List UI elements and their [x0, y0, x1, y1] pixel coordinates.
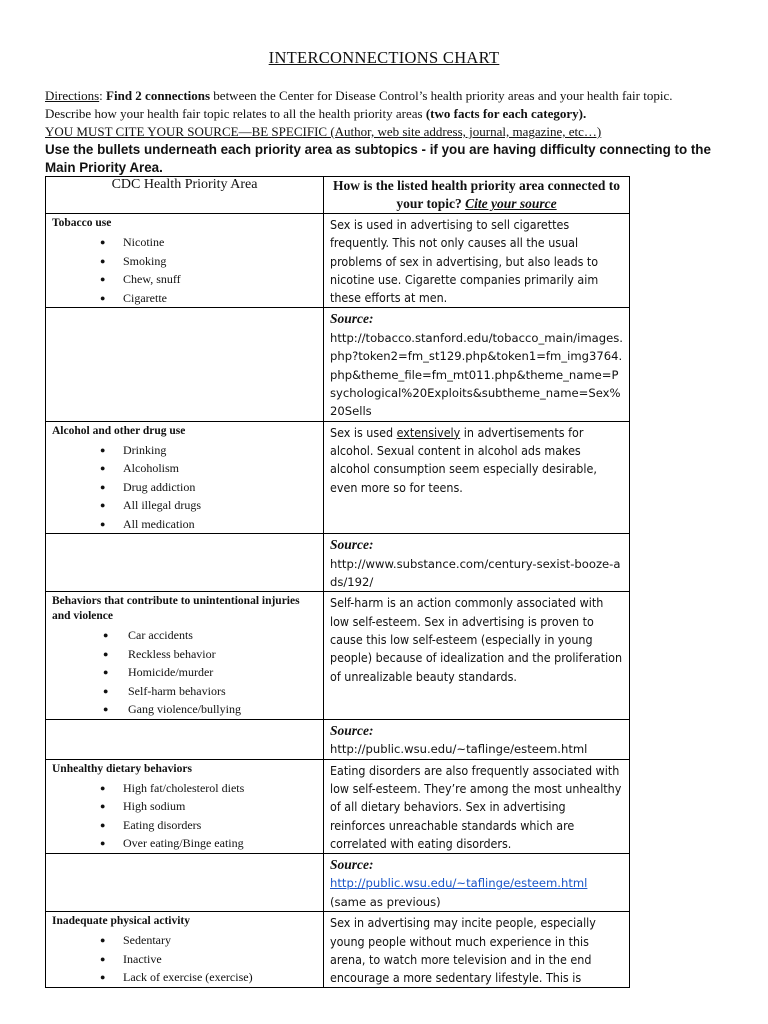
source-row	[46, 854, 630, 912]
table-row	[46, 912, 630, 988]
source-note: (same as previous)	[330, 894, 441, 909]
directions-line-3: YOU MUST CITE YOUR SOURCE—BE SPECIFIC (Author, web site address, journal, magazine, etc…)	[45, 124, 602, 139]
directions-line-2	[45, 106, 586, 122]
connection-cell	[324, 912, 630, 988]
directions-rest: between the Center for Disease Control’s health priority areas and your health fair topic.	[210, 88, 673, 103]
source-cell	[324, 854, 630, 912]
list-item: ● Car accidents	[46, 626, 323, 645]
priority-area-cell	[46, 214, 324, 308]
connection-text: Sex is used in advertising to sell cigarettes frequently. This not only causes all the usual problems of sex in advertising, but also leads to nicotine use. Cigarette companies primarily aim these efforts at men.	[330, 217, 599, 306]
connection-cell	[324, 214, 630, 308]
list-item: ● Chew, snuff	[46, 270, 323, 289]
source-row	[46, 308, 630, 421]
list-item: ● Eating disorders	[46, 816, 323, 835]
directions-sep: :	[99, 88, 107, 103]
list-item: ● All medication	[46, 515, 323, 534]
bullet-icon: ●	[100, 801, 106, 812]
source-cell	[324, 719, 630, 759]
list-item: ● Over eating/Binge eating	[46, 834, 323, 853]
bullet-icon: ●	[100, 237, 106, 247]
source-row	[46, 719, 630, 759]
list-item: ● High fat/cholesterol diets	[46, 779, 323, 798]
connection-cell	[324, 759, 630, 853]
list-item: ● Reckless behavior	[46, 645, 323, 664]
subtopic-list	[46, 931, 323, 987]
instruction-note: Use the bullets underneath each priority area as subtopics - if you are having difficulty connecting to the Main Priority Area.	[45, 142, 711, 175]
source-label: Source:	[330, 311, 374, 327]
bullet-icon: ●	[103, 704, 109, 715]
table-row	[46, 214, 630, 308]
subtopic-list	[46, 626, 323, 719]
bullet-icon: ●	[103, 667, 109, 678]
empty-cell	[46, 308, 324, 421]
table-row	[46, 759, 630, 853]
table-row	[46, 592, 630, 720]
list-item: ● Alcoholism	[46, 459, 323, 478]
table-header-row	[46, 177, 630, 214]
col1-header: CDC Health Priority Area	[46, 177, 324, 214]
source-cell	[324, 308, 630, 421]
directions-line-1	[45, 88, 672, 104]
source-url: http://www.substance.com/century-sexist-booze-ads/192/	[330, 556, 621, 590]
connection-cell	[324, 592, 630, 720]
priority-area-cell	[46, 912, 324, 988]
bullet-icon: ●	[100, 292, 106, 303]
list-item: ● High sodium	[46, 797, 323, 816]
priority-area-title: Alcohol and other drug use	[52, 424, 186, 437]
connection-cell	[324, 421, 630, 534]
directions-line-2-bold: (two facts for each category).	[425, 106, 587, 121]
priority-area-title: Inadequate physical activity	[52, 915, 191, 928]
empty-cell	[46, 719, 324, 759]
connection-text: Self-harm is an action commonly associated with low self-esteem. Sex in advertising is proven to cause this low self-esteem (especially in young people) because of idealization and the proliferation of unrealizable beauty standards.	[330, 595, 623, 684]
col2-header	[324, 177, 630, 214]
list-item: ● Homicide/murder	[46, 663, 323, 682]
source-label: Source:	[330, 857, 374, 873]
priority-area-cell	[46, 759, 324, 853]
col2-header-cite: Cite your source	[465, 196, 557, 211]
list-item: ● Smoking	[46, 252, 323, 271]
source-label: Source:	[330, 722, 374, 738]
priority-area-cell	[46, 592, 324, 720]
list-item: ● Drinking	[46, 441, 323, 460]
directions-bold: Find 2 connections	[106, 88, 211, 103]
bullet-icon: ●	[100, 481, 106, 492]
list-item: ● Inactive	[46, 950, 323, 969]
bullet-icon: ●	[100, 463, 106, 474]
page-title: INTERCONNECTIONS CHART	[268, 48, 500, 67]
list-item: ● Self-harm behaviors	[46, 682, 323, 701]
source-url: http://tobacco.stanford.edu/tobacco_main/images.php?token2=fm_st129.php&token1=fm_img3764.php&theme_file=fm_mt011.php&theme_name=Psychological%20Exploits&subtheme_name=Sex%20Sells	[330, 330, 623, 419]
list-item: ● Sedentary	[46, 931, 323, 950]
bullet-icon: ●	[100, 274, 106, 284]
subtopic-list	[46, 779, 323, 853]
directions-label: Directions	[45, 88, 100, 103]
col2-header-text: How is the listed health priority area connected to your topic?	[333, 178, 620, 211]
source-link[interactable]: http://public.wsu.edu/~taflinge/esteem.html	[330, 876, 588, 891]
directions-line-2-text: Describe how your health fair topic relates to all the health priority areas	[45, 106, 426, 121]
subtopic-list	[46, 233, 323, 307]
bullet-icon: ●	[100, 782, 106, 793]
priority-area-title: Tobacco use	[52, 217, 112, 229]
table-row	[46, 421, 630, 534]
bullet-icon: ●	[100, 444, 106, 455]
bullet-icon: ●	[100, 819, 106, 830]
connection-text: Sex is used extensively in advertisements for alcohol. Sexual content in alcohol ads makes alcohol consumption seem especially desirable, even more so for teens.	[330, 424, 597, 495]
bullet-icon: ●	[103, 685, 109, 696]
bullet-icon: ●	[100, 255, 106, 266]
priority-area-cell	[46, 421, 324, 534]
empty-cell	[46, 534, 324, 592]
source-url: http://public.wsu.edu/~taflinge/esteem.html	[330, 742, 588, 757]
bullet-icon: ●	[100, 518, 106, 529]
connection-text: Sex in advertising may incite people, especially young people without much experience in this arena, to watch more television and in the end encourage a more sedentary lifestyle. This is	[330, 915, 596, 986]
bullet-icon: ●	[103, 630, 109, 641]
priority-area-title: Behaviors that contribute to unintentional injuries and violence	[52, 595, 300, 623]
list-item: ● Gang violence/bullying	[46, 700, 323, 719]
list-item: ● Nicotine	[46, 233, 323, 252]
empty-cell	[46, 854, 324, 912]
bullet-icon: ●	[100, 500, 106, 511]
source-cell	[324, 534, 630, 592]
source-row	[46, 534, 630, 592]
list-item: ● Lack of exercise (exercise)	[46, 968, 323, 987]
connection-text: Eating disorders are also frequently associated with low self-esteem. They’re among the most unhealthy of all dietary behaviors. Sex in advertising reinforces unreachable standards which are correlated with eating disorders.	[330, 762, 622, 851]
list-item: ● All illegal drugs	[46, 496, 323, 515]
bullet-icon: ●	[100, 972, 106, 983]
bullet-icon: ●	[100, 953, 106, 964]
list-item: ● Cigarette	[46, 289, 323, 308]
bullet-icon: ●	[103, 648, 109, 659]
bullet-icon: ●	[100, 838, 106, 849]
list-item: ● Drug addiction	[46, 478, 323, 497]
priority-area-title: Unhealthy dietary behaviors	[52, 762, 192, 775]
source-label: Source:	[330, 537, 374, 553]
subtopic-list	[46, 441, 323, 534]
interconnections-table	[45, 176, 630, 988]
bullet-icon: ●	[100, 935, 106, 946]
